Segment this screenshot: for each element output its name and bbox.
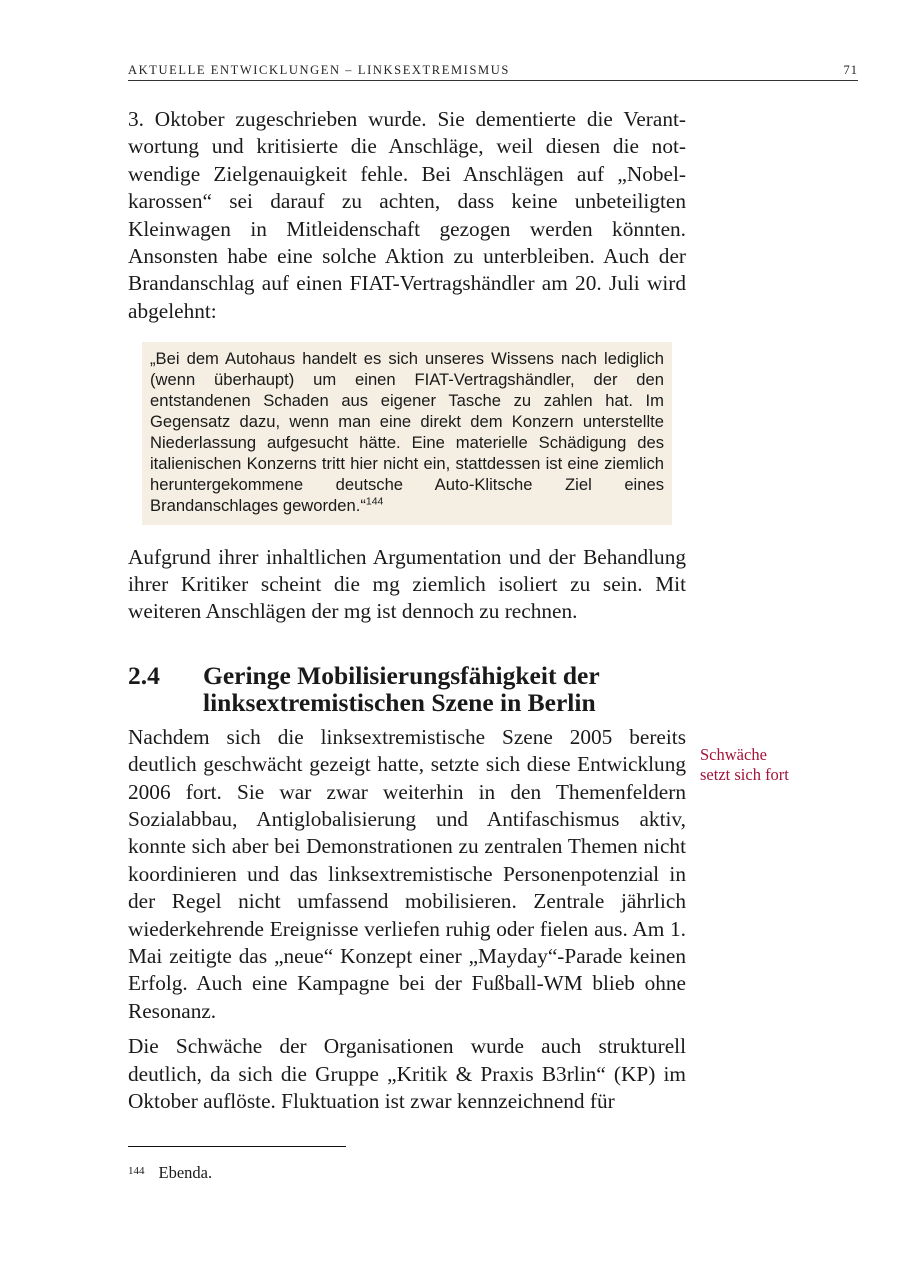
margin-note-line: Schwäche bbox=[700, 745, 767, 764]
footnote bbox=[128, 1163, 212, 1183]
paragraph-spacer bbox=[128, 1025, 686, 1033]
section-title: Geringe Mobilisierungsfähigkeit der linksextremistischen Szene in Berlin bbox=[203, 660, 600, 717]
margin-note bbox=[700, 745, 850, 785]
body-paragraph: Die Schwäche der Organisationen wurde auch strukturell deutlich, da sich die Gruppe „Kritik & Praxis B3rlin“ (KP) im Oktober auflöste. Fluktuation ist zwar kennzeichnend für bbox=[128, 1034, 686, 1113]
running-header bbox=[128, 62, 858, 81]
page-number: 71 bbox=[843, 63, 858, 77]
main-text-column bbox=[128, 106, 686, 1115]
body-paragraph: Aufgrund ihrer inhaltlichen Argumentation und der Behandlung ihrer Kritiker scheint die mg ziemlich isoliert zu sein. Mit weiteren Anschlägen der mg ist dennoch zu rechnen. bbox=[128, 544, 686, 624]
footnote-reference[interactable]: 144 bbox=[365, 495, 384, 508]
margin-note-line: setzt sich fort bbox=[700, 765, 789, 784]
block-quote bbox=[142, 342, 672, 524]
footnote-number: 144 bbox=[128, 1165, 145, 1177]
body-paragraph: 3. Oktober zugeschrieben wurde. Sie dementierte die Verantwortung und kritisierte die Anschläge, weil diesen die notwendige Zielgenauigkeit fehle. Bei Anschlägen auf „Nobelkarossen“ sei darauf zu achten, dass keine unbeteiligten Kleinwagen in Mitleidenschaft gezogen werden könnten. Ansonsten habe eine solche Aktion zu unterbleiben. Auch der Brandanschlag auf einen FIAT-Vertragshändler am 20. Juli wird abgelehnt: bbox=[128, 107, 686, 323]
section-number: 2.4 bbox=[128, 660, 160, 690]
section-heading bbox=[128, 662, 686, 716]
running-header-title: AKTUELLE ENTWICKLUNGEN – LINKSEXTREMISMUS bbox=[128, 63, 510, 77]
footnote-divider bbox=[128, 1146, 346, 1147]
footnote-text: Ebenda. bbox=[158, 1163, 213, 1182]
body-paragraph: Nachdem sich die linksextremistische Szene 2005 bereits deutlich geschwächt gezeigt hatte, setzte sich diese Entwicklung 2006 fort. Sie war zwar weiterhin in den Themenfeldern Sozialabbau, Antiglobalisierung und Antifaschismus aktiv, konnte sich aber bei Demonstrationen zu zentralen Themen nicht koordinieren und das linksextremistische Personenpotenzial in der Regel nicht umfassend mobilisieren. Zentrale jährlich wiederkehrende Ereignisse verliefen ruhig oder fielen aus. Am 1. Mai zeitigte das „neue“ Konzept einer „Mayday“-Parade keinen Erfolg. Auch eine Kampagne bei der Fußball-WM blieb ohne Resonanz. bbox=[128, 724, 686, 1023]
quote-text: „Bei dem Autohaus handelt es sich unseres Wissens nach lediglich (wenn überhaupt) um einen FIAT-Vertragshändler, der den entstandenen Schaden aus eigener Tasche zu zahlen hat. Im Gegensatz dazu, wenn man eine direkt dem Konzern unterstellte Niederlassung aufgesucht hätte. Eine materielle Schädigung des italienischen Konzerns tritt hier nicht ein, stattdessen ist eine ziemlich heruntergekommene deutsche Auto-Klitsche Ziel eines Brandanschlages geworden.“ bbox=[150, 349, 664, 515]
